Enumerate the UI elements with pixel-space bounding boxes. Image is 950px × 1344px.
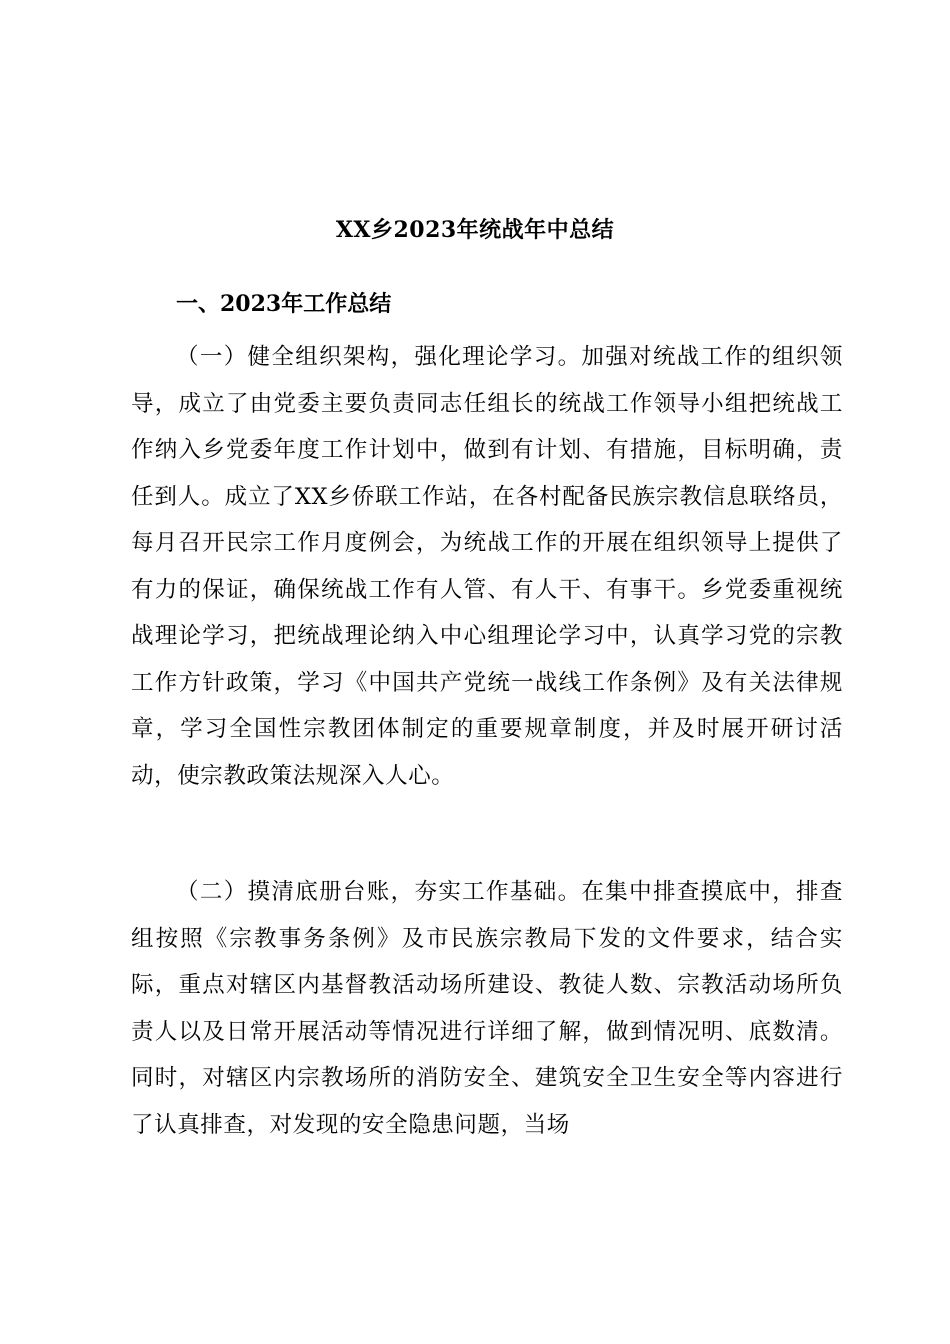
paragraph-2: （二）摸清底册台账，夯实工作基础。在集中排查摸底中，排查组按照《宗教事务条例》及市民族宗教局下发的文件要求，结合实际，重点对辖区内基督教活动场所建设、教徒人数、宗教活动场所负责人以及日常开展活动等情况进行详细了解，做到情况明、底数清。同时，对辖区内宗教场所的消防安全、建筑安全卫生安全等内容进行了认真排查，对发现的安全隐患问题，当场 (131, 879, 843, 1138)
document-title: XX乡2023年统战年中总结 (335, 217, 615, 243)
paragraph-1: （一）健全组织架构，强化理论学习。加强对统战工作的组织领导，成立了由党委主要负责同志任组长的统战工作领导小组把统战工作纳入乡党委年度工作计划中，做到有计划、有措施，目标明确，责任到人。成立了XX乡侨联工作站，在各村配备民族宗教信息联络员，每月召开民宗工作月度例会，为统战工作的开展在组织领导上提供了有力的保证，确保统战工作有人管、有人干、有事干。乡党委重视统战理论学习，把统战理论纳入中心组理论学习中，认真学习党的宗教工作方针政策，学习《中国共产党统一战线工作条例》及有关法律规章，学习全国性宗教团体制定的重要规章制度，并及时展开研讨活动，使宗教政策法规深入人心。 (131, 344, 843, 789)
section-heading: 一、2023年工作总结 (176, 291, 392, 317)
